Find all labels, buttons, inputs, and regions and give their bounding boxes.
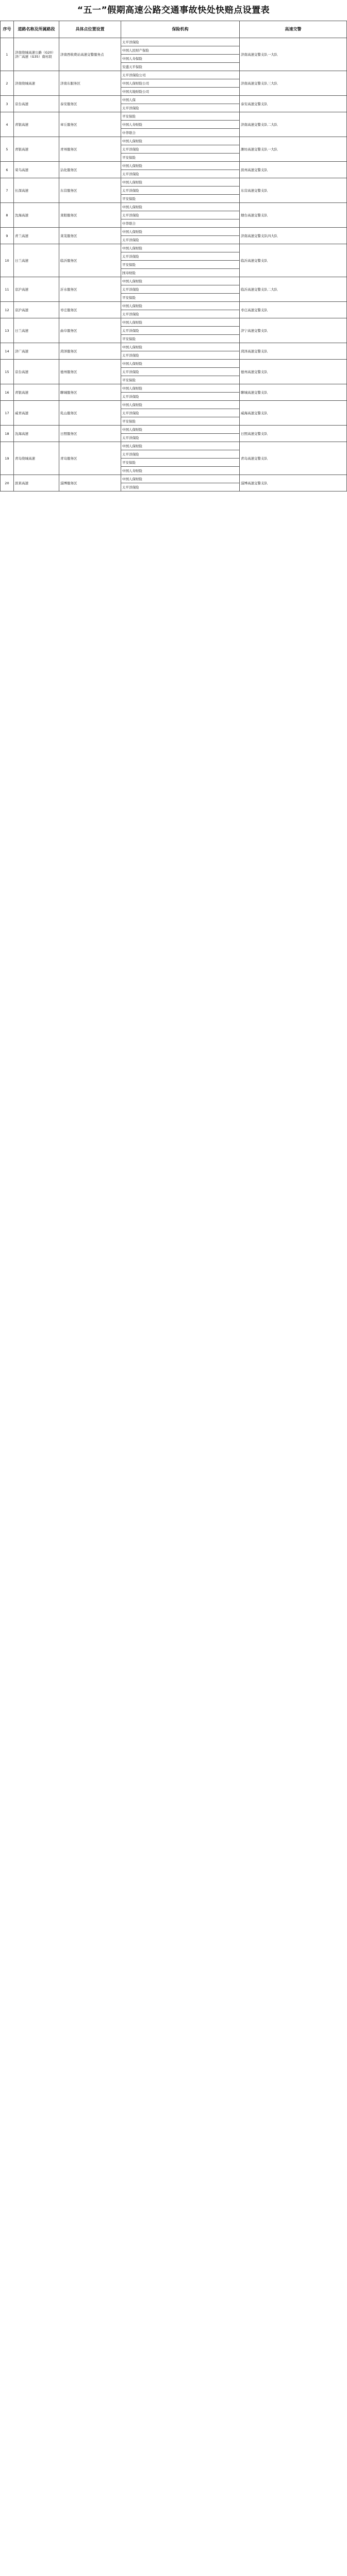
row-insurer: 中国人保财险	[121, 318, 240, 327]
row-location: 章丘服务区	[59, 112, 121, 137]
row-insurer: 太平洋保险	[121, 434, 240, 442]
row-insurer: 国寿财险	[121, 269, 240, 277]
table-row	[1, 302, 347, 310]
row-location: 莱芜服务区	[59, 228, 121, 244]
row-insurer: 太平洋保险	[121, 483, 240, 492]
document-title: “五一”假期高速公路交通事故快处快赔点设置表	[77, 5, 270, 15]
row-road: 青银高速	[14, 112, 59, 137]
row-insurer: 太平洋保险	[121, 211, 240, 219]
row-number: 1	[1, 38, 14, 71]
header-insurer: 保险机构	[121, 21, 240, 38]
row-insurer: 中国人保财险公司	[121, 79, 240, 88]
row-insurer: 中国人保财险	[121, 384, 240, 393]
row-insurer: 安盛天平保险	[121, 63, 240, 71]
row-number: 8	[1, 203, 14, 228]
table-row	[1, 384, 347, 393]
row-road: 京台高速	[14, 96, 59, 112]
row-police-team: 日照高速交警支队	[240, 426, 347, 442]
row-insurer: 中国大地财险公司	[121, 88, 240, 96]
table-row	[1, 178, 347, 187]
accident-points-table	[0, 21, 347, 492]
row-number: 13	[1, 318, 14, 343]
row-number: 9	[1, 228, 14, 244]
table-row	[1, 401, 347, 409]
row-police-team: 东营高速交警支队	[240, 178, 347, 203]
row-police-team: 临沂高速交警支队二大队	[240, 277, 347, 302]
table-body	[1, 38, 347, 492]
row-number: 17	[1, 401, 14, 426]
table-row	[1, 38, 347, 46]
table-row	[1, 228, 347, 236]
row-location: 枣庄服务区	[59, 302, 121, 318]
row-insurer: 太平洋保险	[121, 351, 240, 360]
row-police-team: 潍坊高速交警支队一大队	[240, 137, 347, 162]
row-police-team: 济南高速交警支队一大队	[240, 38, 347, 71]
row-insurer: 中国人保财险	[121, 162, 240, 170]
row-number: 12	[1, 302, 14, 318]
row-police-team: 淄博高速交警支队	[240, 475, 347, 492]
row-insurer: 太平洋保险	[121, 327, 240, 335]
row-police-team: 烟台高速交警支队	[240, 203, 347, 228]
row-road: 济南绕城高速公路（G20）济广高速（G35）南村段	[14, 38, 59, 71]
row-location: 沂水服务区	[59, 277, 121, 302]
row-insurer: 太平洋保险	[121, 310, 240, 318]
row-insurer: 太平洋保险	[121, 393, 240, 401]
row-insurer: 中国人保财险	[121, 360, 240, 368]
row-number: 16	[1, 384, 14, 401]
header-police: 高速交警	[240, 21, 347, 38]
table-row	[1, 203, 347, 211]
row-number: 18	[1, 426, 14, 442]
row-insurer: 太平洋保险	[121, 409, 240, 417]
row-insurer: 中国人保财险	[121, 343, 240, 351]
row-police-team: 滨州高速交警支队	[240, 162, 347, 178]
row-insurer: 中国人寿财险	[121, 121, 240, 129]
row-insurer: 太平洋保险	[121, 368, 240, 376]
row-number: 2	[1, 71, 14, 96]
row-insurer: 平安保险	[121, 154, 240, 162]
row-location: 临沂服务区	[59, 244, 121, 277]
row-road: 济南绕城高速	[14, 71, 59, 96]
row-location: 莱阳服务区	[59, 203, 121, 228]
row-insurer: 太平洋保险	[121, 187, 240, 195]
table-row	[1, 277, 347, 285]
row-number: 10	[1, 244, 14, 277]
row-insurer: 平安保险	[121, 195, 240, 203]
row-number: 15	[1, 360, 14, 384]
row-police-team: 聊城高速交警支队	[240, 384, 347, 401]
row-insurer: 中国人保财险	[121, 203, 240, 211]
row-location: 青岛服务区	[59, 442, 121, 475]
row-insurer: 中国人保财险	[121, 401, 240, 409]
table-row	[1, 318, 347, 327]
row-road: 日兰高速	[14, 244, 59, 277]
table-row	[1, 475, 347, 483]
row-insurer: 中国人民财产保险	[121, 46, 240, 55]
row-location: 泰安服务区	[59, 96, 121, 112]
row-number: 4	[1, 112, 14, 137]
row-number: 11	[1, 277, 14, 302]
row-number: 20	[1, 475, 14, 492]
row-road: 青银高速	[14, 384, 59, 401]
row-insurer: 太平洋保险	[121, 145, 240, 154]
row-location: 青州服务区	[59, 137, 121, 162]
row-insurer: 太平洋保险	[121, 170, 240, 178]
row-location: 淄博服务区	[59, 475, 121, 492]
table-row	[1, 162, 347, 170]
header-road: 道路名称及所属路段	[14, 21, 59, 38]
row-road: 京沪高速	[14, 302, 59, 318]
row-number: 14	[1, 343, 14, 360]
row-location: 沾化服务区	[59, 162, 121, 178]
table-header-row	[1, 21, 347, 38]
row-number: 3	[1, 96, 14, 112]
row-police-team: 青岛高速交警支队	[240, 442, 347, 475]
row-insurer: 中国人保财险	[121, 302, 240, 310]
row-road: 日兰高速	[14, 318, 59, 343]
row-location: 乳山服务区	[59, 401, 121, 426]
table-row	[1, 426, 347, 434]
row-insurer: 中国人寿保险	[121, 55, 240, 63]
row-location: 东营服务区	[59, 178, 121, 203]
row-insurer: 太平洋保险	[121, 236, 240, 244]
row-location: 济南西收费站高速交警服务点	[59, 38, 121, 71]
row-insurer: 中国人保财险	[121, 137, 240, 145]
table-row	[1, 71, 347, 79]
row-police-team: 济南高速交警支队二大队	[240, 112, 347, 137]
table-row	[1, 360, 347, 368]
row-insurer: 太平洋保险	[121, 285, 240, 294]
table-row	[1, 442, 347, 450]
row-insurer: 太平洋保险	[121, 104, 240, 112]
row-location: 日照服务区	[59, 426, 121, 442]
row-police-team: 临沂高速交警支队	[240, 244, 347, 277]
row-insurer: 中国人保财险	[121, 475, 240, 483]
row-location: 聊城服务区	[59, 384, 121, 401]
row-police-team: 德州高速交警支队	[240, 360, 347, 384]
row-road: 荣乌高速	[14, 162, 59, 178]
row-insurer: 平安保险	[121, 335, 240, 343]
row-number: 19	[1, 442, 14, 475]
row-location: 曲阜服务区	[59, 318, 121, 343]
row-insurer: 中国人保	[121, 96, 240, 104]
row-road: 济广高速	[14, 343, 59, 360]
row-insurer: 中国人保财险	[121, 228, 240, 236]
row-road: 滨莱高速	[14, 475, 59, 492]
table-row	[1, 137, 347, 145]
row-number: 5	[1, 137, 14, 162]
header-location: 具体点位置设置	[59, 21, 121, 38]
row-insurer: 平安保险	[121, 261, 240, 269]
row-insurer: 中华联合	[121, 129, 240, 137]
row-insurer: 太平洋保险	[121, 450, 240, 459]
row-number: 7	[1, 178, 14, 203]
row-road: 沈海高速	[14, 203, 59, 228]
row-insurer: 中国人保财险	[121, 426, 240, 434]
row-road: 京沪高速	[14, 277, 59, 302]
row-insurer: 平安保险	[121, 112, 240, 121]
row-road: 京台高速	[14, 360, 59, 384]
row-location: 德州服务区	[59, 360, 121, 384]
row-police-team: 泰安高速交警支队	[240, 96, 347, 112]
row-insurer: 平安保险	[121, 417, 240, 426]
row-road: 青岛绕城高速	[14, 442, 59, 475]
row-police-team: 威海高速交警支队	[240, 401, 347, 426]
row-police-team: 菏泽高速交警支队	[240, 343, 347, 360]
row-road: 沈海高速	[14, 426, 59, 442]
row-police-team: 济南高速交警支队三大队	[240, 71, 347, 96]
row-road: 长深高速	[14, 178, 59, 203]
row-insurer: 中国人寿财险	[121, 467, 240, 475]
row-insurer: 中国人保财险	[121, 277, 240, 285]
row-insurer: 中国人保财险	[121, 244, 240, 252]
row-insurer: 平安保险	[121, 459, 240, 467]
row-road: 威青高速	[14, 401, 59, 426]
row-insurer: 中华联合	[121, 219, 240, 228]
row-location: 菏泽服务区	[59, 343, 121, 360]
row-insurer: 中国人保财险	[121, 178, 240, 187]
row-insurer: 太平洋保险	[121, 252, 240, 261]
row-road: 青银高速	[14, 137, 59, 162]
row-road: 青兰高速	[14, 228, 59, 244]
table-row	[1, 112, 347, 121]
row-insurer: 中国人保财险	[121, 442, 240, 450]
row-police-team: 济南高速交警支队四大队	[240, 228, 347, 244]
row-location: 济南东服务区	[59, 71, 121, 96]
table-row	[1, 343, 347, 351]
row-insurer: 平安保险	[121, 376, 240, 384]
table-row	[1, 96, 347, 104]
header-no: 序号	[1, 21, 14, 38]
table-row	[1, 244, 347, 252]
row-police-team: 枣庄高速交警支队	[240, 302, 347, 318]
row-number: 6	[1, 162, 14, 178]
row-police-team: 济宁高速交警支队	[240, 318, 347, 343]
row-insurer: 太平洋保险公司	[121, 71, 240, 79]
row-insurer: 平安保险	[121, 294, 240, 302]
row-insurer: 太平洋保险	[121, 38, 240, 46]
